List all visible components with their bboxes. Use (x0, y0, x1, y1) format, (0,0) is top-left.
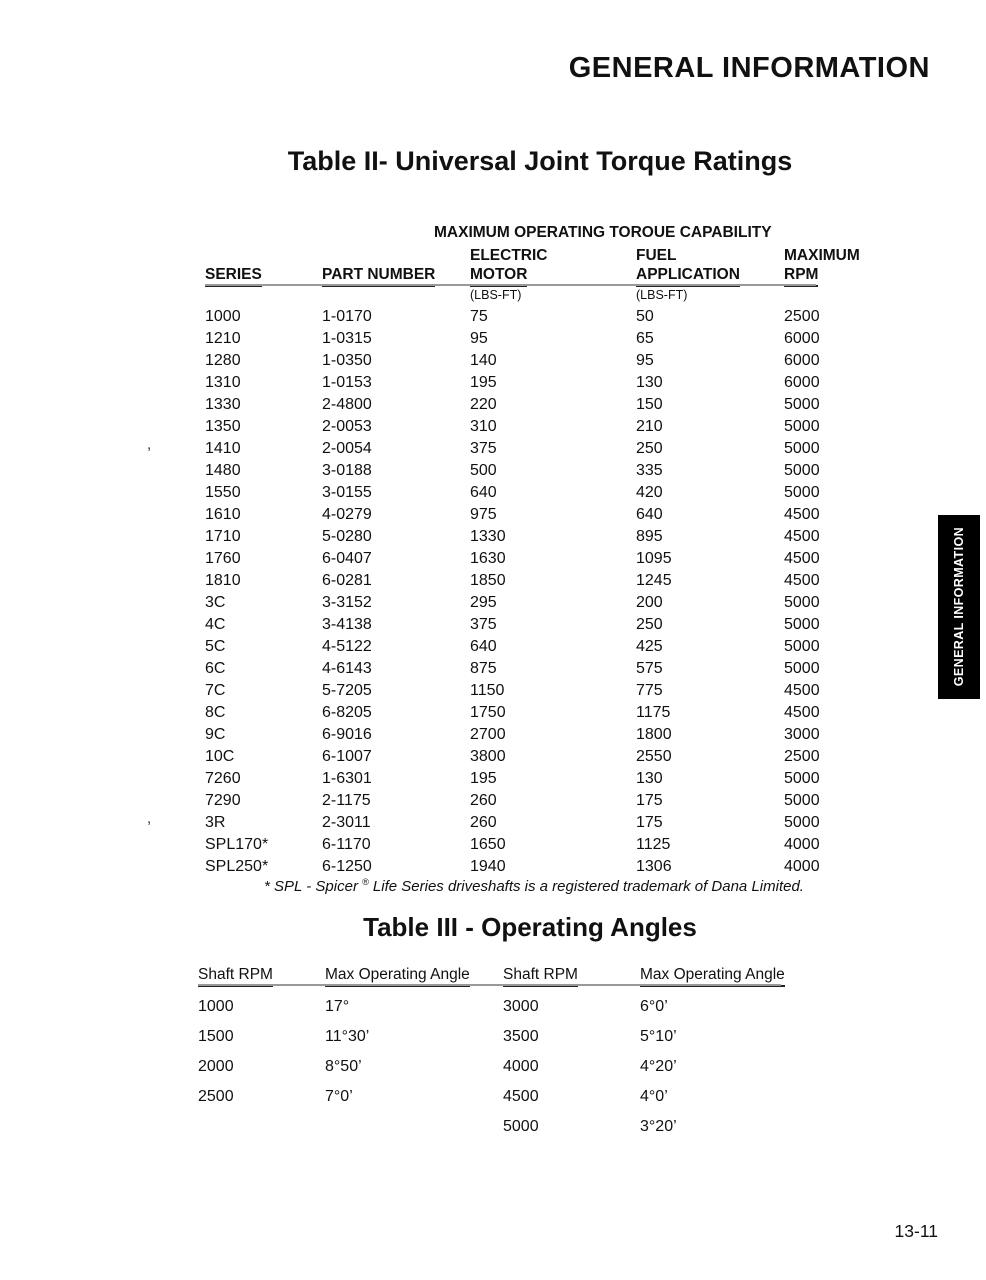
cell-max-rpm: 4000 (784, 858, 820, 875)
cell-part-number: 2-0053 (322, 418, 372, 435)
col-header-part-number: PART NUMBER (322, 266, 435, 287)
cell-max-rpm: 4500 (784, 682, 820, 699)
cell-max-angle: 4°0’ (640, 1088, 668, 1105)
cell-electric-motor: 1630 (470, 550, 506, 567)
col-header-shaft-rpm-1: Shaft RPM (198, 966, 273, 987)
cell-shaft-rpm: 5000 (503, 1118, 539, 1135)
cell-fuel-application: 2550 (636, 748, 672, 765)
section-tab-label: GENERAL INFORMATION (952, 527, 966, 687)
cell-shaft-rpm: 3000 (503, 998, 539, 1015)
cell-series: 1330 (205, 396, 241, 413)
cell-series: 4C (205, 616, 226, 633)
cell-fuel-application: 425 (636, 638, 663, 655)
cell-max-rpm: 5000 (784, 418, 820, 435)
cell-electric-motor: 295 (470, 594, 497, 611)
cell-fuel-application: 250 (636, 616, 663, 633)
cell-fuel-application: 1125 (636, 836, 671, 853)
cell-shaft-rpm: 1500 (198, 1028, 234, 1045)
cell-max-angle: 3°20’ (640, 1118, 677, 1135)
cell-max-rpm: 5000 (784, 792, 820, 809)
cell-max-rpm: 5000 (784, 484, 820, 501)
cell-part-number: 3-0188 (322, 462, 372, 479)
cell-part-number: 3-4138 (322, 616, 372, 633)
cell-shaft-rpm: 3500 (503, 1028, 539, 1045)
cell-fuel-application: 95 (636, 352, 654, 369)
cell-part-number: 3-0155 (322, 484, 372, 501)
cell-shaft-rpm: 1000 (198, 998, 234, 1015)
cell-series: 5C (205, 638, 226, 655)
cell-part-number: 2-0054 (322, 440, 372, 457)
cell-electric-motor: 1850 (470, 572, 506, 589)
cell-max-rpm: 4000 (784, 836, 820, 853)
cell-max-angle: 17° (325, 998, 350, 1015)
cell-series: SPL170* (205, 836, 269, 853)
cell-series: 6C (205, 660, 226, 677)
cell-series: 1310 (205, 374, 241, 391)
cell-max-rpm: 6000 (784, 330, 820, 347)
cell-max-rpm: 3000 (784, 726, 820, 743)
cell-shaft-rpm: 4000 (503, 1058, 539, 1075)
cell-series: 7290 (205, 792, 241, 809)
cell-electric-motor: 195 (470, 374, 497, 391)
cell-electric-motor: 1750 (470, 704, 506, 721)
cell-fuel-application: 1175 (636, 704, 671, 721)
cell-series: 1550 (205, 484, 241, 501)
cell-part-number: 6-0407 (322, 550, 372, 567)
cell-part-number: 1-0170 (322, 308, 372, 325)
cell-fuel-application: 130 (636, 770, 663, 787)
page-number: 13-11 (894, 1221, 938, 1241)
cell-part-number: 4-5122 (322, 638, 372, 655)
cell-fuel-application: 200 (636, 594, 663, 611)
col-header-max-angle-2: Max Operating Angle (640, 966, 785, 987)
col-header-shaft-rpm-2: Shaft RPM (503, 966, 578, 987)
cell-series: 1350 (205, 418, 241, 435)
col-header-series: SERIES (205, 266, 262, 287)
cell-fuel-application: 50 (636, 308, 654, 325)
section-tab (938, 515, 980, 699)
cell-electric-motor: 140 (470, 352, 497, 369)
cell-series: 1480 (205, 462, 241, 479)
cell-part-number: 1-6301 (322, 770, 372, 787)
cell-electric-motor: 3800 (470, 748, 506, 765)
cell-max-angle: 5°10’ (640, 1028, 677, 1045)
col-header-max-angle-1: Max Operating Angle (325, 966, 470, 987)
cell-max-rpm: 5000 (784, 594, 820, 611)
cell-max-rpm: 4500 (784, 550, 820, 567)
cell-series: 1810 (205, 572, 241, 589)
cell-max-angle: 11°30’ (325, 1028, 370, 1045)
col-header-application: APPLICATION (636, 266, 740, 287)
cell-series: 1710 (205, 528, 241, 545)
cell-part-number: 1-0153 (322, 374, 372, 391)
cell-part-number: 5-7205 (322, 682, 372, 699)
table3-title: Table III - Operating Angles (363, 912, 697, 942)
cell-fuel-application: 210 (636, 418, 663, 435)
cell-fuel-application: 175 (636, 814, 663, 831)
cell-series: 1210 (205, 330, 241, 347)
col-header-maximum: MAXIMUM (784, 247, 860, 264)
cell-electric-motor: 95 (470, 330, 488, 347)
cell-max-rpm: 5000 (784, 770, 820, 787)
cell-series: 1000 (205, 308, 241, 325)
cell-series: 7C (205, 682, 226, 699)
cell-shaft-rpm: 2000 (198, 1058, 234, 1075)
cell-series: 1280 (205, 352, 241, 369)
cell-fuel-application: 1095 (636, 550, 672, 567)
cell-max-rpm: 4500 (784, 704, 820, 721)
cell-max-angle: 4°20’ (640, 1058, 677, 1075)
units-label-electric: (LBS-FT) (470, 288, 522, 302)
cell-electric-motor: 75 (470, 308, 488, 325)
cell-part-number: 6-9016 (322, 726, 372, 743)
cell-series: 3R (205, 814, 226, 831)
cell-electric-motor: 195 (470, 770, 497, 787)
cell-max-rpm: 4500 (784, 506, 820, 523)
cell-part-number: 2-3011 (322, 814, 371, 831)
cell-max-rpm: 5000 (784, 462, 820, 479)
cell-fuel-application: 640 (636, 506, 663, 523)
cell-fuel-application: 175 (636, 792, 663, 809)
cell-fuel-application: 250 (636, 440, 663, 457)
cell-electric-motor: 875 (470, 660, 497, 677)
cell-shaft-rpm: 2500 (198, 1088, 234, 1105)
cell-electric-motor: 1150 (470, 682, 505, 699)
table-row (0, 1025, 986, 1049)
cell-fuel-application: 775 (636, 682, 663, 699)
table2-caption: MAXIMUM OPERATING TOROUE CAPABILITY (434, 224, 772, 241)
cell-part-number: 2-4800 (322, 396, 372, 413)
registered-trademark-icon: ® (362, 877, 369, 887)
page-title: GENERAL INFORMATION (568, 52, 930, 84)
cell-shaft-rpm: 4500 (503, 1088, 539, 1105)
cell-electric-motor: 640 (470, 484, 497, 501)
cell-fuel-application: 150 (636, 396, 663, 413)
cell-fuel-application: 130 (636, 374, 663, 391)
cell-electric-motor: 375 (470, 440, 497, 457)
cell-part-number: 4-0279 (322, 506, 372, 523)
col-header-rpm: RPM (784, 266, 818, 287)
cell-max-rpm: 5000 (784, 660, 820, 677)
cell-max-rpm: 5000 (784, 440, 820, 457)
cell-electric-motor: 640 (470, 638, 497, 655)
cell-electric-motor: 220 (470, 396, 497, 413)
table-row (0, 1115, 986, 1139)
cell-electric-motor: 260 (470, 792, 497, 809)
table-row (0, 1085, 986, 1109)
cell-max-rpm: 6000 (784, 352, 820, 369)
cell-max-rpm: 2500 (784, 748, 820, 765)
cell-series: 1610 (205, 506, 241, 523)
cell-part-number: 6-1007 (322, 748, 372, 765)
cell-fuel-application: 895 (636, 528, 663, 545)
cell-part-number: 6-1250 (322, 858, 372, 875)
cell-series: 1410 (205, 440, 241, 457)
cell-electric-motor: 2700 (470, 726, 506, 743)
cell-part-number: 1-0350 (322, 352, 372, 369)
cell-max-rpm: 4500 (784, 528, 820, 545)
cell-part-number: 6-1170 (322, 836, 371, 853)
cell-max-rpm: 4500 (784, 572, 820, 589)
cell-part-number: 1-0315 (322, 330, 372, 347)
cell-max-angle: 7°0’ (325, 1088, 353, 1105)
cell-max-rpm: 5000 (784, 638, 820, 655)
footnote-text-post: Life Series driveshafts is a registered trademark of Dana Limited. (368, 878, 804, 895)
table-row (0, 1055, 986, 1079)
table2-title: Table II- Universal Joint Torque Ratings (287, 146, 793, 176)
cell-fuel-application: 575 (636, 660, 663, 677)
cell-part-number: 5-0280 (322, 528, 372, 545)
cell-max-angle: 6°0’ (640, 998, 668, 1015)
cell-fuel-application: 1800 (636, 726, 672, 743)
units-label-fuel: (LBS-FT) (636, 288, 688, 302)
cell-electric-motor: 1330 (470, 528, 506, 545)
table-row (0, 995, 986, 1019)
cell-fuel-application: 335 (636, 462, 663, 479)
cell-fuel-application: 1306 (636, 858, 672, 875)
cell-max-rpm: 5000 (784, 814, 820, 831)
cell-fuel-application: 420 (636, 484, 663, 501)
cell-max-rpm: 6000 (784, 374, 820, 391)
cell-electric-motor: 375 (470, 616, 497, 633)
cell-series: 7260 (205, 770, 241, 787)
scan-artifact-comma-1: , (147, 436, 152, 453)
cell-electric-motor: 975 (470, 506, 497, 523)
cell-electric-motor: 310 (470, 418, 497, 435)
cell-max-rpm: 2500 (784, 308, 820, 325)
cell-series: 10C (205, 748, 235, 765)
col-header-motor: MOTOR (470, 266, 527, 287)
cell-electric-motor: 1940 (470, 858, 506, 875)
cell-part-number: 3-3152 (322, 594, 372, 611)
cell-electric-motor: 500 (470, 462, 497, 479)
footnote-text-pre: * SPL - Spicer (264, 878, 363, 895)
cell-series: 1760 (205, 550, 241, 567)
cell-series: 8C (205, 704, 226, 721)
cell-series: SPL250* (205, 858, 269, 875)
cell-electric-motor: 1650 (470, 836, 506, 853)
cell-part-number: 6-0281 (322, 572, 372, 589)
scan-artifact-comma-2: , (147, 810, 152, 827)
cell-max-angle: 8°50’ (325, 1058, 362, 1075)
cell-series: 3C (205, 594, 226, 611)
cell-electric-motor: 260 (470, 814, 497, 831)
cell-part-number: 4-6143 (322, 660, 372, 677)
cell-series: 9C (205, 726, 226, 743)
cell-max-rpm: 5000 (784, 396, 820, 413)
cell-max-rpm: 5000 (784, 616, 820, 633)
cell-part-number: 6-8205 (322, 704, 372, 721)
cell-fuel-application: 65 (636, 330, 654, 347)
col-header-fuel: FUEL (636, 247, 677, 264)
cell-part-number: 2-1175 (322, 792, 371, 809)
col-header-electric: ELECTRIC (470, 247, 548, 264)
cell-fuel-application: 1245 (636, 572, 672, 589)
